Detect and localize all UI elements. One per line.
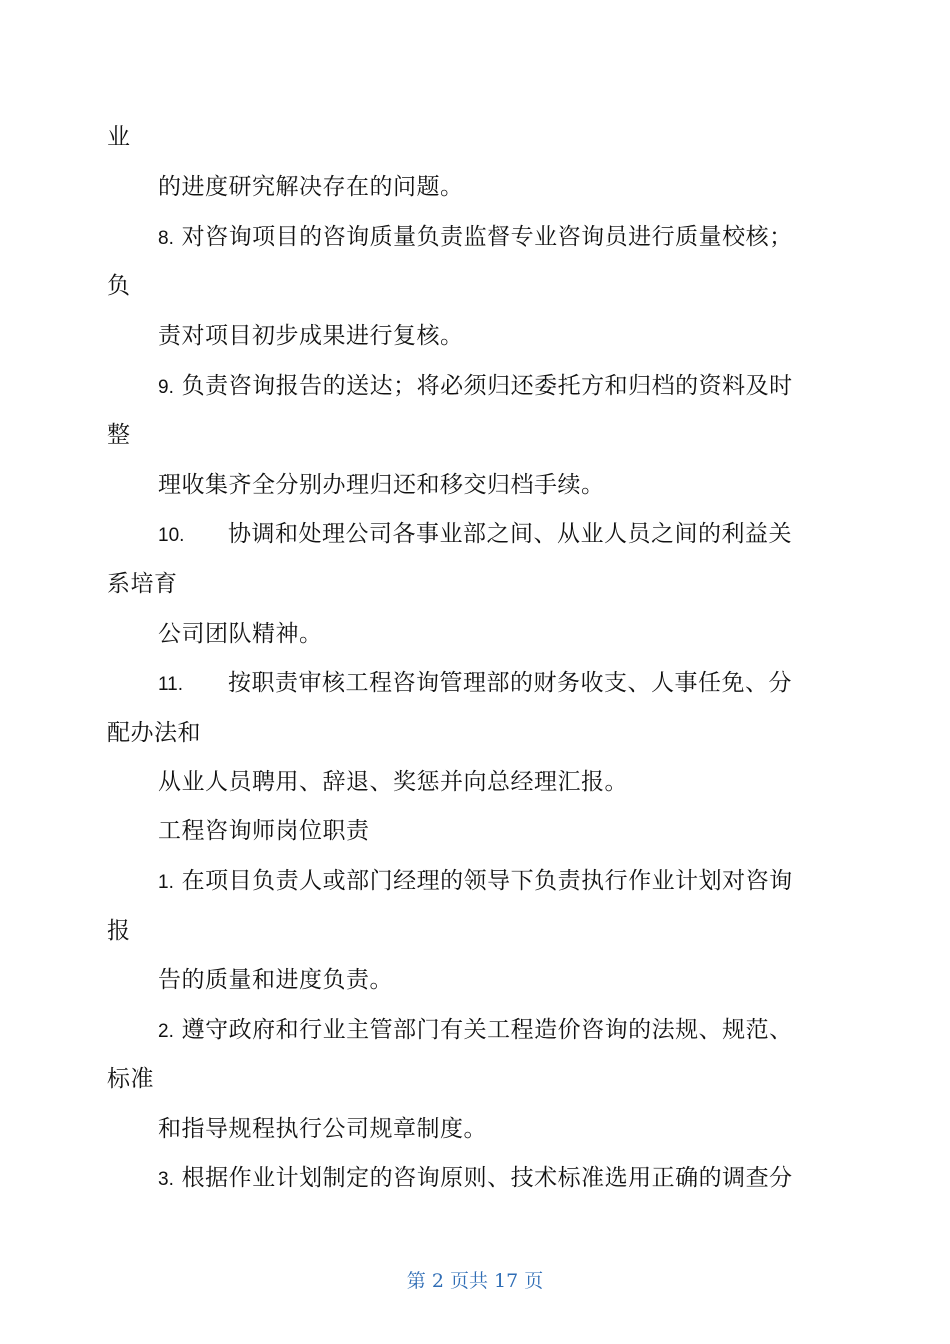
item-number: 11. bbox=[158, 674, 184, 695]
text-line: 理收集齐全分别办理归还和移交归档手续。 bbox=[158, 472, 605, 498]
list-item-2: 2. 遵守政府和行业主管部门有关工程造价咨询的法规、规范、 bbox=[158, 1015, 793, 1047]
text-line: 标准 bbox=[107, 1066, 154, 1092]
item-number: 9. bbox=[158, 377, 174, 398]
text-line: 告的质量和进度负责。 bbox=[158, 967, 393, 993]
text-line: 责对项目初步成果进行复核。 bbox=[158, 323, 464, 349]
list-item-8: 8. 对咨询项目的咨询质量负责监督专业咨询员进行质量校核； bbox=[158, 222, 793, 254]
page-footer: 第 2 页共 17 页 bbox=[406, 1270, 544, 1292]
item-number: 2. bbox=[158, 1021, 174, 1042]
text-line: 报 bbox=[107, 918, 131, 944]
text-line: 的进度研究解决存在的问题。 bbox=[158, 174, 464, 200]
item-number: 10. bbox=[158, 525, 185, 546]
item-number: 8. bbox=[158, 228, 174, 249]
text-line: 公司团队精神。 bbox=[158, 621, 323, 647]
list-item-3: 3. 根据作业计划制定的咨询原则、技术标准选用正确的调查分 bbox=[158, 1163, 793, 1195]
text-line: 和指导规程执行公司规章制度。 bbox=[158, 1116, 487, 1142]
list-item-1: 1. 在项目负责人或部门经理的领导下负责执行作业计划对咨询 bbox=[158, 866, 793, 898]
text-line: 整 bbox=[107, 422, 131, 448]
text-line: 系培育 bbox=[107, 571, 178, 597]
list-item-9: 9. 负责咨询报告的送达；将必须归还委托方和归档的资料及时 bbox=[158, 371, 793, 403]
section-heading: 工程咨询师岗位职责 bbox=[158, 818, 370, 844]
text-line: 配办法和 bbox=[107, 720, 201, 746]
text-line: 从业人员聘用、辞退、奖惩并向总经理汇报。 bbox=[158, 769, 628, 795]
text-line: 负 bbox=[107, 273, 131, 299]
item-number: 1. bbox=[158, 872, 174, 893]
list-item-10: 10. 协调和处理公司各事业部之间、从业人员之间的利益关 bbox=[158, 519, 792, 551]
text-line: 业 bbox=[107, 124, 131, 150]
list-item-11: 11. 按职责审核工程咨询管理部的财务收支、人事任免、分 bbox=[158, 668, 792, 700]
item-number: 3. bbox=[158, 1169, 174, 1190]
